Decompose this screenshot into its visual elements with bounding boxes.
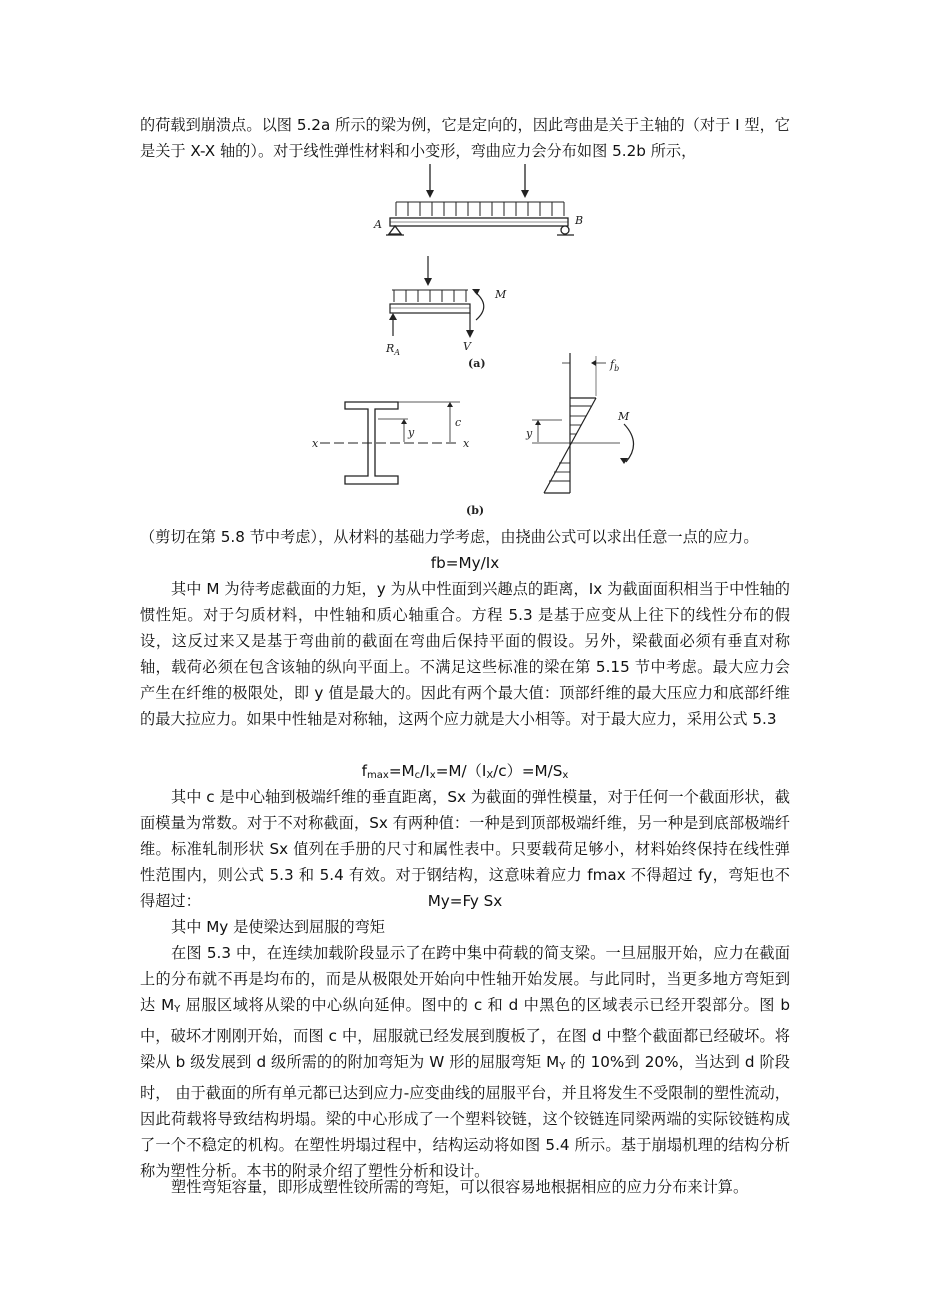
free-body-diagram: [389, 256, 484, 338]
paragraph-1: 的荷载到崩溃点。以图 5.2a 所示的梁为例，它是定向的，因此弯曲是关于主轴的（对于 I 型，它是关于 X-X 轴的）。对于线性弹性材料和小变形，弯曲应力会分布如图 5.2b 所示，: [140, 116, 790, 160]
label-m-right: M: [618, 410, 630, 423]
label-c: c: [455, 416, 462, 429]
paragraph-3: 其中 M 为待考虑截面的力矩，y 为从中性面到兴趣点的距离，Ix 为截面面积相当于中性轴的惯性矩。对于匀质材料，中性轴和质心轴重合。方程 5.3 是基于应变从上往下的线性分布的假设，这反过来又是基于弯曲前的截面在弯曲后保持平面的假设。另外，梁截面必须有垂直对称轴，载荷必须在包含该轴的纵向平面上。不满足这些标准的梁在第 5.15 节中考虑。最大应力会产生在纤维的极限处，即 y 值是最大的。因此有两个最大值：顶部纤维的最大压应力和底部纤维的最大拉应力。如果中性轴是对称轴，这两个应力就是大小相等。对于最大应力，采用公式 5.3: [140, 580, 790, 728]
i-section: [320, 402, 460, 484]
equation-3: My=Fy Sx: [427, 892, 503, 910]
label-v: V: [463, 340, 471, 353]
caption-a: (a): [468, 357, 486, 370]
beam-diagram: [386, 164, 574, 235]
paragraph-6: 在图 5.3 中，在连续加载阶段显示了在跨中集中荷载的简支梁。一旦屈服开始，应力在截面上的分布就不再是均布的，而是从极限处开始向中性轴开始发展。与此同时，当更多地方弯矩到达 $M_Y$ 屈服区域将从梁的中心纵向延伸。图中的 c 和 d 中黑色的区域表示已经开裂部分。图 b 中，破坏才刚刚开始，而图 c 中，屈服就已经发展到腹板了，在图 d 中整个截面都已经破坏。将梁从 b 级发展到 d 级所需的的附加弯矩为 W 形的屈服弯矩 $M_Y$ 的 10%到 20%，当达到 d 阶段时， 由于截面的所有单元都已达到应力-应变曲线的屈服平台，并且将发生不受限制的塑性流动，因此荷载将导致结构坍塌。梁的中心形成了一个塑料铰链，这个铰链连同梁两端的实际铰链构成了一个不稳定的机构。在塑性坍塌过程中，结构运动将如图 5.4 所示。基于崩塌机理的结构分析称为塑性分析。本书的附录介绍了塑性分析和设计。: [140, 944, 790, 1180]
label-fb: $f_b$: [610, 358, 620, 373]
caption-b: (b): [466, 504, 485, 517]
paragraph-7: 塑性弯矩容量，即形成塑性铰所需的弯矩，可以很容易地根据相应的应力分布来计算。: [171, 1178, 749, 1196]
label-x-right: x: [463, 437, 470, 450]
label-ra: $R_A$: [386, 342, 401, 357]
label-a: A: [374, 218, 382, 231]
figure-5-2: [300, 158, 640, 518]
paragraph-2: （剪切在第 5.8 节中考虑），从材料的基础力学考虑，由挠曲公式可以求出任意一点的应力。: [140, 528, 759, 546]
paragraph-4: 其中 c 是中心轴到极端纤维的垂直距离，Sx 为截面的弹性模量，对于任何一个截面形状，截面模量为常数。对于不对称截面，Sx 有两种值：一种是到顶部极端纤维，另一种是到底部极端纤维。标准轧制形状 Sx 值列在手册的尺寸和属性表中。只要载荷足够小，材料始终保持在线性弹性范围内，则公式 5.3 和 5.4 有效。对于钢结构，这意味着应力 fmax 不得超过 fy，弯矩也不得超过：: [140, 788, 790, 910]
paragraph-5: 其中 My 是使梁达到屈服的弯矩: [171, 918, 385, 936]
label-m-top: M: [495, 288, 507, 301]
stress-diagram: [532, 353, 634, 493]
equation-1: fb=My/Ix: [430, 554, 500, 572]
label-y-right: y: [526, 427, 533, 440]
label-y-left: y: [408, 426, 415, 439]
label-x-left: x: [312, 437, 319, 450]
equation-2: $f_{max}=M_c/I_x=M/(I_X/c)=M/S_x$: [361, 762, 569, 781]
label-b: B: [575, 214, 584, 227]
